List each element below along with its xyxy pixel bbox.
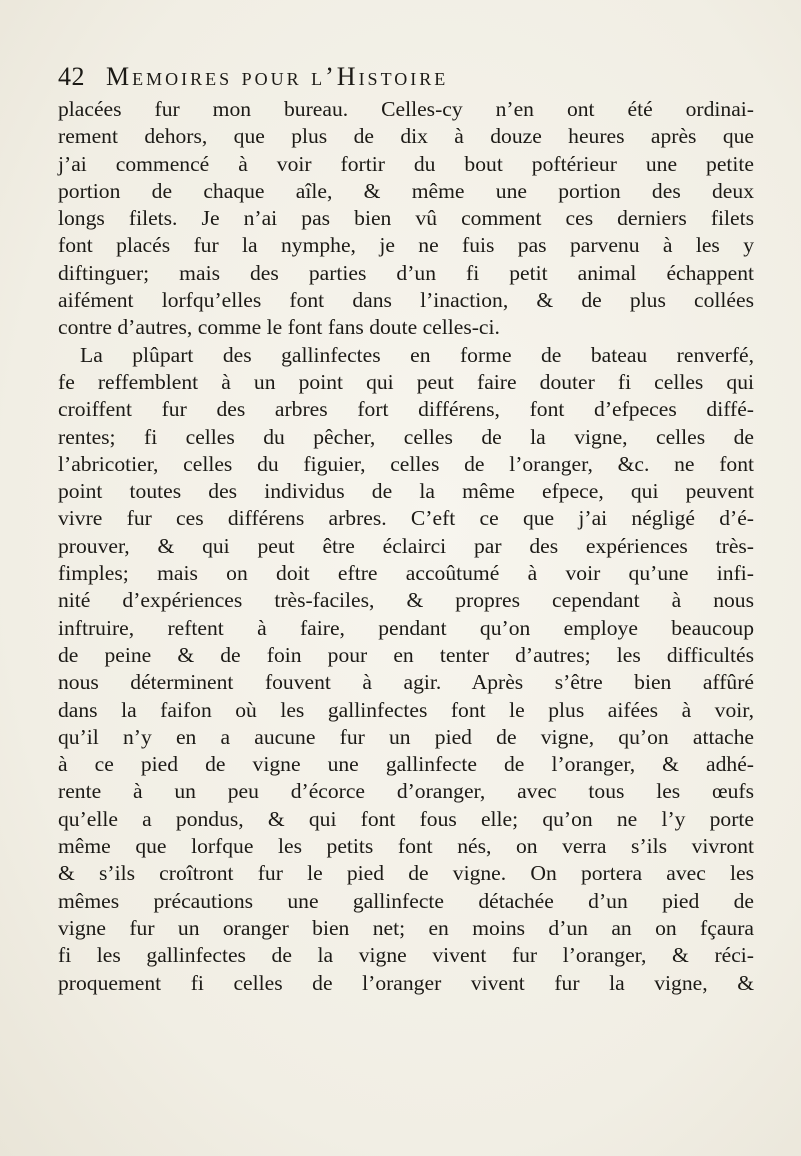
- text-line: de peine & de foin pour en tenter d’autres; les difficultés: [58, 642, 754, 667]
- text-line: proquement fi celles de l’oranger vivent fur la vigne, &: [58, 970, 754, 995]
- text-line: dans la faifon où les gallinfectes font le plus aifées à voir,: [58, 697, 754, 722]
- text-line: point toutes des individus de la même efpece, qui peuvent: [58, 479, 754, 504]
- text-line: fi les gallinfectes de la vigne vivent fur l’oranger, & réci-: [58, 943, 754, 968]
- text-line: font placés fur la nymphe, je ne fuis pas parvenu à les y: [58, 233, 754, 258]
- text-line: fe reffemblent à un point qui peut faire douter fi celles qui: [58, 369, 754, 394]
- text-line: nous déterminent fouvent à agir. Après s’être bien affûré: [58, 670, 754, 695]
- text-line: vigne fur un oranger bien net; en moins d’un an on fçaura: [58, 915, 754, 940]
- text-line: & s’ils croîtront fur le pied de vigne. On portera avec les: [58, 861, 754, 886]
- text-line: vivre fur ces différens arbres. C’eft ce que j’ai négligé d’é-: [58, 506, 754, 531]
- text-line: longs filets. Je n’ai pas bien vû comment ces derniers filets: [58, 206, 754, 231]
- text-line: nité d’expériences très-faciles, & propres cependant à nous: [58, 588, 754, 613]
- text-line: croiffent fur des arbres fort différens, font d’efpeces diffé-: [58, 397, 754, 422]
- running-title: Memoires pour l’Histoire: [106, 62, 449, 91]
- text-line: l’abricotier, celles du figuier, celles de l’oranger, &c. ne font: [58, 451, 754, 476]
- text-line: qu’il n’y en a aucune fur un pied de vigne, qu’on attache: [58, 724, 754, 749]
- page-number: 42: [58, 62, 85, 91]
- text-line: j’ai commencé à voir fortir du bout poftérieur une petite: [58, 151, 754, 176]
- text-line: portion de chaque aîle, & même une portion des deux: [58, 178, 754, 203]
- text-line: prouver, & qui peut être éclairci par des expériences très-: [58, 533, 754, 558]
- body-text: [58, 96, 754, 997]
- text-line: mêmes précautions une gallinfecte détachée d’un pied de: [58, 888, 754, 913]
- running-header: [58, 62, 748, 92]
- text-line: diftinguer; mais des parties d’un fi petit animal échappent: [58, 260, 754, 285]
- text-line: rement dehors, que plus de dix à douze heures après que: [58, 124, 754, 149]
- text-line: fimples; mais on doit eftre accoûtumé à voir qu’une infi-: [58, 561, 754, 586]
- text-line: à ce pied de vigne une gallinfecte de l’oranger, & adhé-: [58, 752, 754, 777]
- text-line: La plûpart des gallinfectes en forme de bateau renverfé,: [80, 342, 754, 367]
- text-line: même que lorfque les petits font nés, on verra s’ils vivront: [58, 834, 754, 859]
- text-line: rente à un peu d’écorce d’oranger, avec tous les œufs: [58, 779, 754, 804]
- text-line: aifément lorfqu’elles font dans l’inaction, & de plus collées: [58, 288, 754, 313]
- text-line: inftruire, reftent à faire, pendant qu’on employe beaucoup: [58, 615, 754, 640]
- text-line: contre d’autres, comme le font fans doute celles-ci.: [58, 315, 500, 340]
- text-line: qu’elle a pondus, & qui font fous elle; qu’on ne l’y porte: [58, 806, 754, 831]
- text-line: rentes; fi celles du pêcher, celles de la vigne, celles de: [58, 424, 754, 449]
- text-line: placées fur mon bureau. Celles-cy n’en ont été ordinai-: [58, 97, 754, 121]
